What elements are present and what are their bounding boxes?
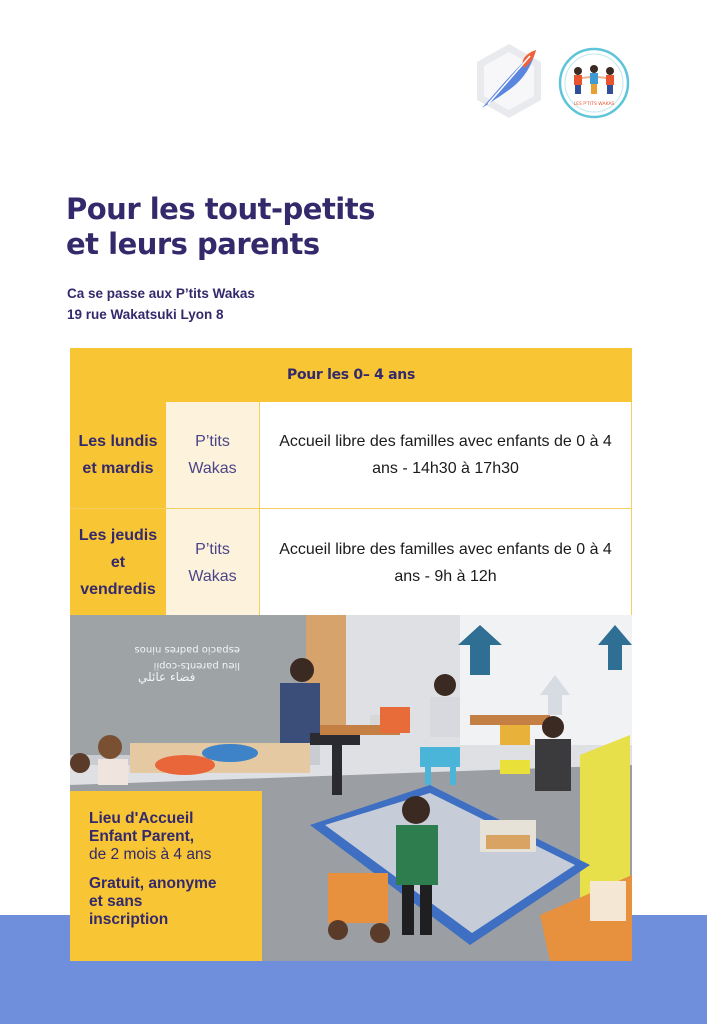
schedule-day: Les jeudis et vendredis — [70, 509, 166, 616]
chalk-line-2: lieu parents-copii — [153, 660, 240, 671]
chalk-line-1: espacio padres ninos — [134, 644, 240, 655]
subtitle — [67, 283, 387, 325]
subtitle-line-1: Ca se passe aux P’tits Wakas — [67, 286, 255, 301]
chalk-line-3: فضاء عائلي — [138, 670, 196, 684]
info-line-6: inscription — [89, 911, 169, 928]
page-title — [66, 192, 486, 262]
info-line-4: Gratuit, anonyme — [89, 875, 217, 892]
info-box — [70, 791, 262, 961]
schedule-row — [70, 509, 632, 616]
info-line-5: et sans — [89, 893, 143, 910]
schedule-day: Les lundis et mardis — [70, 402, 166, 508]
schedule-place: P’tits Wakas — [166, 402, 260, 508]
schedule-description: Accueil libre des familles avec enfants de 0 à 4 ans - 9h à 12h — [260, 509, 632, 616]
title-line-1: Pour les tout-petits — [66, 192, 375, 226]
info-line-1: Lieu d'Accueil — [89, 810, 194, 827]
svg-text:LES P'TITS WAKAS: LES P'TITS WAKAS — [573, 102, 615, 107]
schedule-description: Accueil libre des familles avec enfants de 0 à 4 ans - 14h30 à 17h30 — [260, 402, 632, 508]
title-line-2: et leurs parents — [66, 227, 320, 261]
quill-icon — [474, 42, 544, 120]
subtitle-line-2: 19 rue Wakatsuki Lyon 8 — [67, 307, 224, 322]
info-line-3: de 2 mois à 4 ans — [89, 846, 212, 863]
schedule-place: P’tits Wakas — [166, 509, 260, 616]
children-circle-icon — [558, 47, 630, 119]
schedule-row — [70, 402, 632, 509]
info-line-2: Enfant Parent, — [89, 828, 195, 845]
schedule-table — [70, 348, 632, 616]
schedule-header: Pour les 0– 4 ans — [70, 348, 632, 402]
